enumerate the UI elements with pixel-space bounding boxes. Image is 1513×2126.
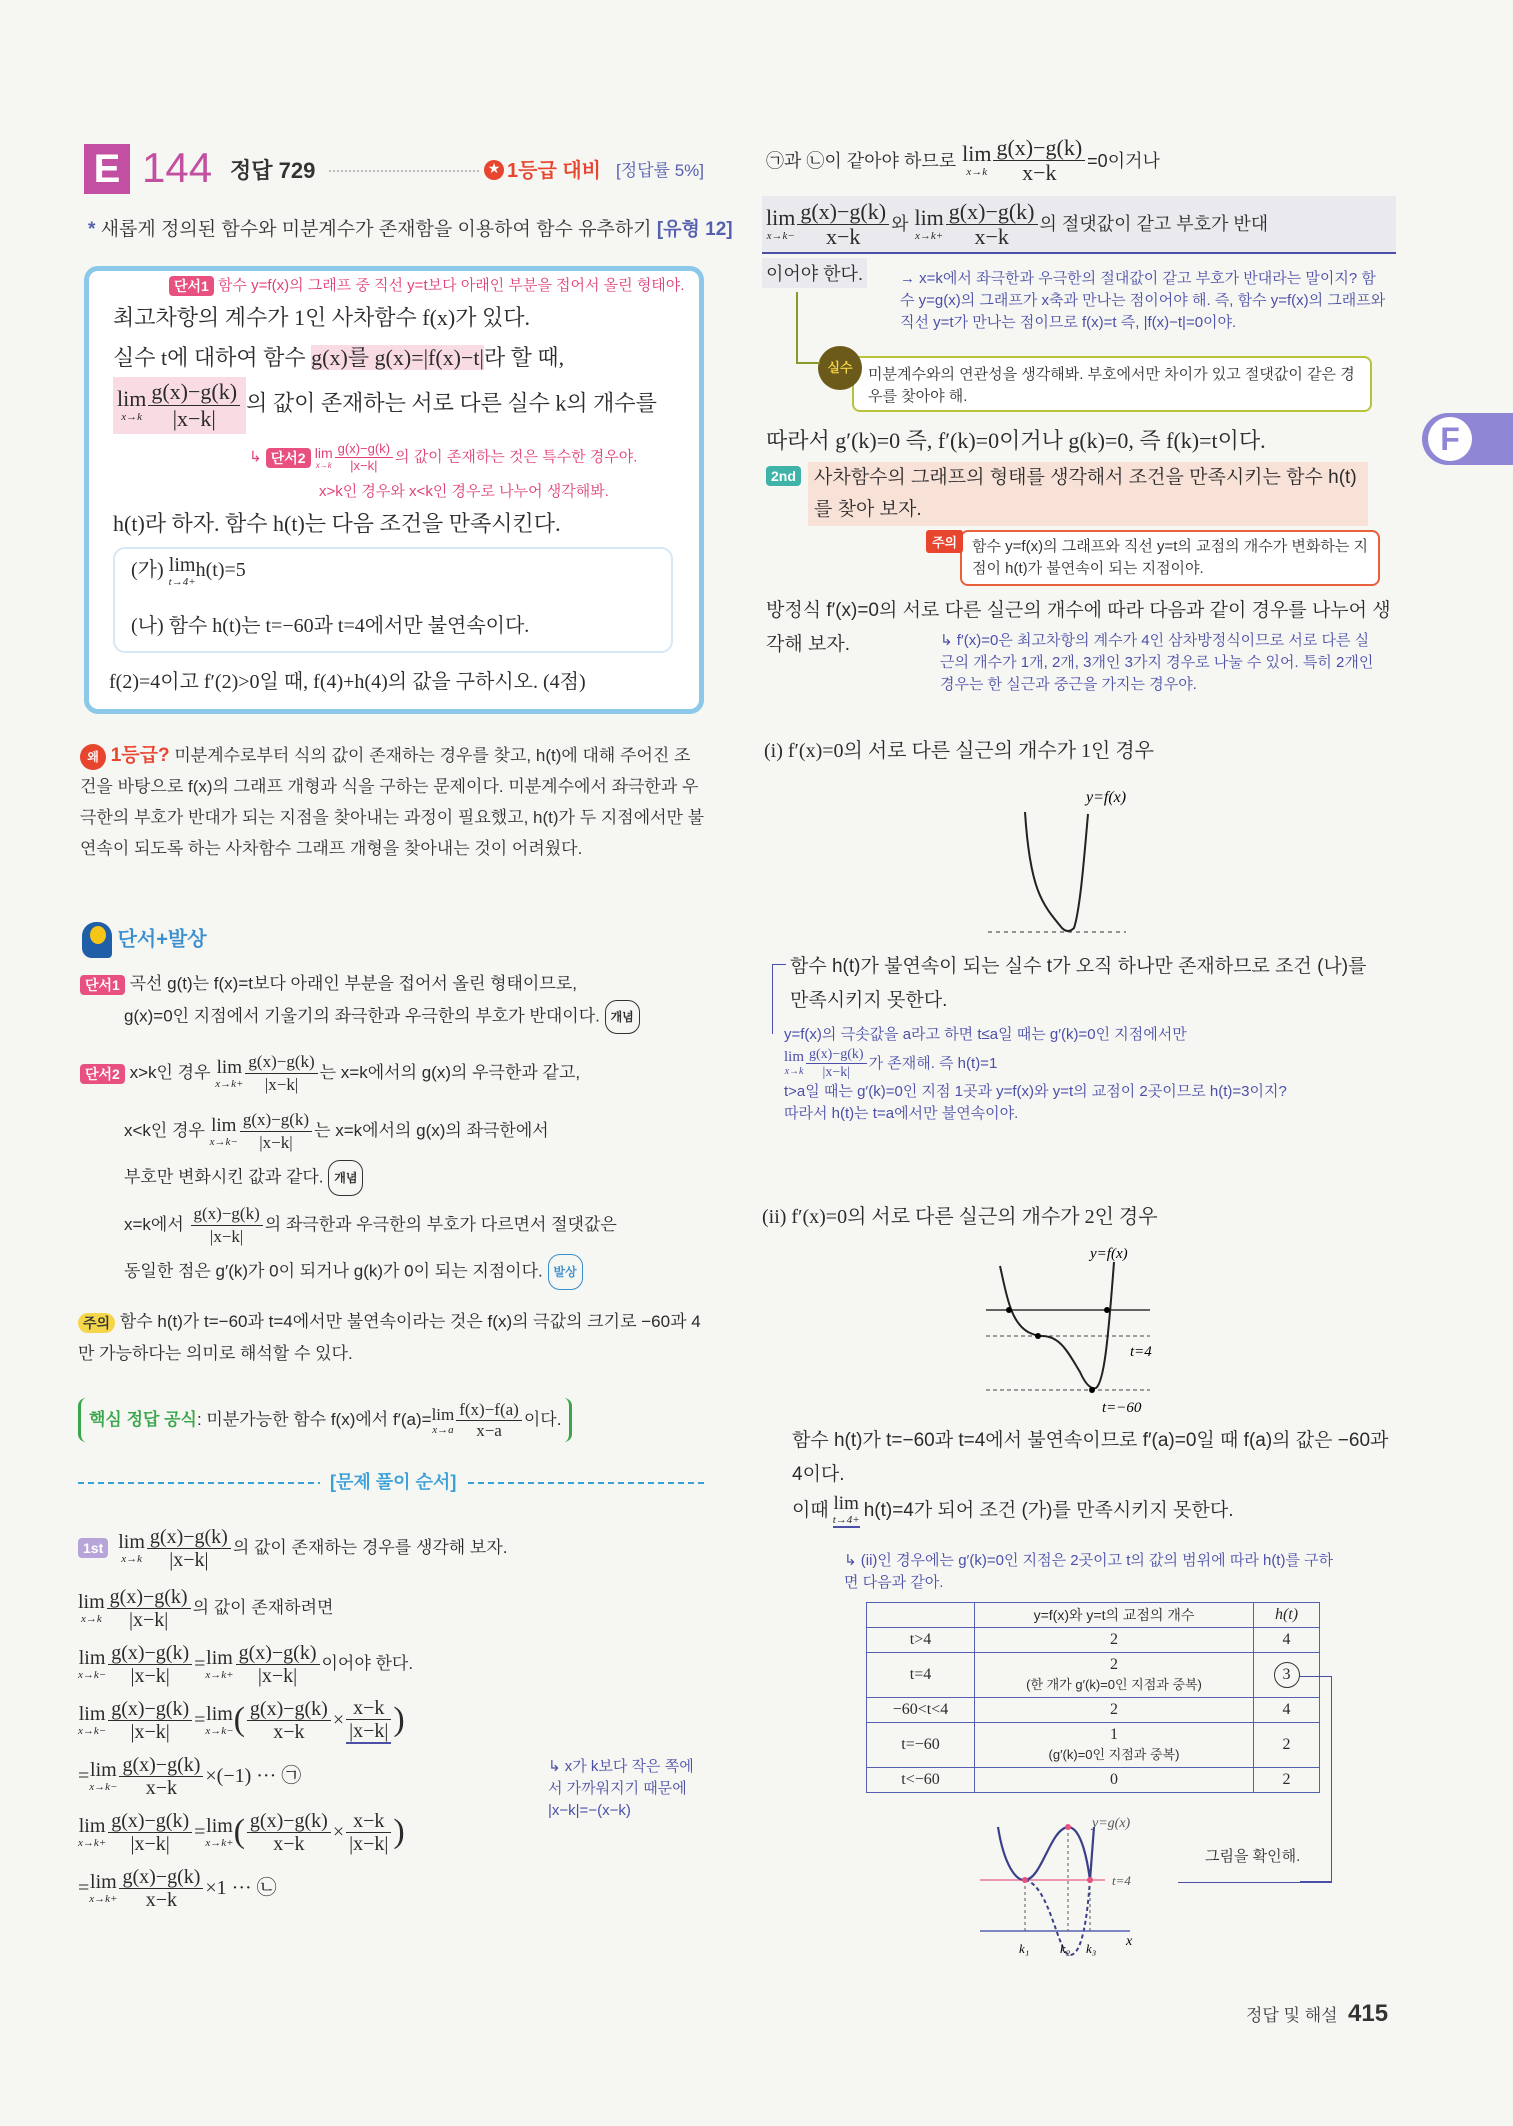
line3-text: 의 값이 존재하는 서로 다른 실수 k의 개수를 <box>246 390 657 416</box>
lim: lim <box>216 1056 242 1078</box>
denominator: |x−k| <box>350 458 378 473</box>
count-note: (g′(k)=0인 지점과 중복) <box>1048 1747 1180 1762</box>
clue1-line2: g(x)=0인 지점에서 기울기의 좌극한과 우극한의 부호가 반대이다. <box>124 1006 600 1026</box>
denominator: |x−k| <box>264 1075 299 1095</box>
question: f(2)=4이고 f′(2)>0일 때, f(4)+h(4)의 값을 구하시오. (4점) <box>109 671 586 693</box>
warning-text: 함수 y=f(x)의 그래프와 직선 y=t의 교점의 개수가 변화하는 지점이 h(t)가 불연속이 되는 지점이야. <box>972 538 1368 577</box>
count: 2 <box>1110 1701 1118 1718</box>
problem-number: 144 <box>142 144 213 191</box>
step1: 1st lim x→k $\frac{g(x)-g(k)}{|x-k|}$ 의 값이 존재하는 경우를 생각해 보자. lim x→k $\frac{g(x)-g(k)}{|x-k|}$ 의 값이 존재하려면 lim x→k− $\frac{g(x)-g(k)}{|x-k|}$ = lim x→k+ $\frac{g(x)-g(k)}{|x-k|}$ 이어야 한다. lim x→k− $\frac{g(x)-g(k)}{|x-k|}$ = lim x→k− ( $\frac{g(x)-g(k)}{x-k}$ × $\frac{x-k}{|x-k|}$ ) = lim x→k− $\frac{g(x)-g(k)}{x-k}$ ×(−1) ··· ㉠ lim x→k+ $\frac{g(x)-g(k)}{|x-k|}$ = lim x→k+ ( $\frac{g(x)-g(k)}{x-k}$ × $\frac{x-k}{|x-k|}$ ) = lim x→k+ $\frac{g(x)-g(k)}{x-k}$ ×1 ··· ㉡ ↳ x가 k보다 작은 쪽에서 가까워지기 때문에 |x−k|=−(x−k) <box>78 1520 704 1916</box>
table-row <box>867 1723 1320 1768</box>
numerator: g(x)−g(k) <box>119 1866 203 1889</box>
graph-case1 <box>980 780 1160 940</box>
case2-title: (ii) f′(x)=0의 서로 다른 실근의 개수가 2인 경우 <box>762 1206 1158 1228</box>
cell: 2 <box>1254 1723 1320 1768</box>
table-row <box>867 1698 1320 1723</box>
why-icon: 왜 <box>80 744 106 770</box>
case1-note3: t>a일 때는 g′(k)=0인 지점 1곳과 y=f(x)와 y=t의 교점이 2곳이므로 h(t)=3이지? <box>784 1083 1287 1100</box>
numerator: x−k <box>346 1810 391 1833</box>
lim-sub: t→4+ <box>168 576 196 588</box>
table-header <box>867 1603 1320 1628</box>
problem-line3 <box>113 377 657 434</box>
abs-value-note: ↳ x가 k보다 작은 쪽에서 가까워지기 때문에 |x−k|=−(x−k) <box>548 1758 694 1819</box>
denominator: x−k <box>273 1720 305 1743</box>
cell: 2 <box>1254 1768 1320 1793</box>
denominator: x−k <box>974 223 1009 249</box>
arrow-icon: ↳ <box>249 448 262 466</box>
numerator: g(x)−g(k) <box>240 1109 312 1132</box>
graph-label: y=f(x) <box>1086 789 1127 806</box>
lim: lim <box>431 1404 455 1424</box>
lim-sub: x→k− <box>766 229 795 242</box>
star-icon: ★ <box>484 160 504 180</box>
denominator: x−k <box>825 223 861 249</box>
cond-a-label: (가) <box>131 559 164 582</box>
denominator: |x−k| <box>349 1832 389 1855</box>
cell: 4 <box>1254 1628 1320 1653</box>
type-link[interactable]: [유형 12] <box>656 219 733 240</box>
why-text: 미분계수로부터 식의 값이 존재하는 경우를 찾고, h(t)에 대해 주어진 조건을 바탕으로 f(x)의 그래프 개형과 식을 구하는 문제이다. 미분계수에서 좌극한과 우극한의 부호가 반대가 되는 지점을 찾아내는 과정이 필요했고, h(t)가 두 지점에서만 불연속이 되도록 하는 사차함수 그래프 개형을 찾아내는 것이 어려웠다. <box>80 746 705 858</box>
circled-value: 3 <box>1274 1662 1300 1688</box>
times-minus-one: ×(−1) ··· ㉠ <box>205 1765 302 1787</box>
case1-notes <box>784 1024 1384 1125</box>
k3-label: k₃ <box>1086 1941 1097 1956</box>
denominator: |x−k| <box>130 1832 170 1855</box>
equals: = <box>194 1653 206 1675</box>
clue2-e: 동일한 점은 g′(k)가 0이 되거나 g(k)가 0이 되는 지점이다. <box>124 1261 543 1281</box>
lim: lim <box>90 1870 117 1893</box>
equals: = <box>194 1821 206 1843</box>
mistake-badge: 실수 <box>818 346 862 390</box>
hint1-note <box>169 275 684 297</box>
correct-rate: [정답률 5%] <box>616 161 705 180</box>
curve-gx <box>998 1827 1094 1880</box>
lim-sub: x→k <box>80 1612 102 1625</box>
clue2 <box>80 1044 706 1290</box>
problem-line2 <box>113 341 564 375</box>
right-line5: 방정식 f′(x)=0의 서로 다른 실근의 개수에 따라 다음과 같이 경우를 나누어 생각해 보자. <box>766 600 1391 655</box>
mistake-connector <box>796 292 820 364</box>
cell: t=4 <box>867 1653 975 1698</box>
lim-sub: x→k− <box>78 1724 107 1737</box>
case1-text <box>790 950 1390 1018</box>
curve-fx <box>1000 1262 1114 1388</box>
lim: lim <box>78 1646 106 1669</box>
lim-sub: x→k− <box>78 1668 107 1681</box>
cell <box>975 1653 1254 1698</box>
right-highlight <box>762 196 1396 254</box>
subtitle-text: 새롭게 정의된 함수와 미분계수가 존재함을 이용하여 함수 유추하기 <box>100 219 652 240</box>
abs-note-text: x가 k보다 작은 쪽에서 가까워지기 때문에 |x−k|=−(x−k) <box>548 1758 694 1819</box>
k2-label: k₂ <box>1060 1941 1071 1956</box>
formula-text: : 미분가능한 함수 f(x)에서 f′(a)= <box>196 1410 432 1429</box>
warning-text: 함수 h(t)가 t=−60과 t=4에서만 불연속이라는 것은 f(x)의 극값의 크기로 −60과 4만 가능하다는 의미로 해석할 수 있다. <box>78 1312 701 1363</box>
case2-text2b: h(t)=4가 되어 조건 (가)를 만족시키지 못한다. <box>863 1500 1234 1521</box>
count: 1 <box>1110 1726 1118 1743</box>
clue1 <box>80 968 706 1034</box>
point <box>1104 1307 1110 1313</box>
lim: lim <box>962 141 992 166</box>
clue2-d2: 의 좌극한과 우극한의 부호가 다르면서 절댓값은 <box>264 1215 617 1234</box>
side-tab[interactable] <box>1422 413 1513 465</box>
numerator: g(x)−g(k) <box>191 1203 263 1226</box>
lim: lim <box>206 1646 233 1669</box>
numerator: g(x)−g(k) <box>245 1051 317 1074</box>
numerator: g(x)−g(k) <box>247 1698 331 1721</box>
lim: lim <box>914 204 944 230</box>
problem-box <box>84 266 704 714</box>
problem-line4: h(t)라 하자. 함수 h(t)는 다음 조건을 만족시킨다. <box>113 511 561 536</box>
page-footer <box>1246 2000 1388 2028</box>
lim: lim <box>314 444 333 461</box>
numerator: g(x)−g(k) <box>108 1642 192 1665</box>
cell: −60<t<4 <box>867 1698 975 1723</box>
r1-end: =0이거나 <box>1087 150 1160 171</box>
denominator: |x−k| <box>346 1720 391 1744</box>
cell <box>975 1698 1254 1723</box>
lim-sub: t→4+ <box>832 1514 860 1526</box>
condition-a <box>131 555 246 588</box>
denominator: x−k <box>1022 160 1057 185</box>
numerator: g(x)−g(k) <box>247 1810 331 1833</box>
numerator: g(x)−g(k) <box>148 379 240 406</box>
denominator: |x−k| <box>209 1227 244 1247</box>
numerator: g(x)−g(k) <box>107 1586 191 1609</box>
clue2-c: 부호만 변화시킨 값과 같다. <box>124 1167 324 1187</box>
count: 2 <box>1110 1631 1118 1648</box>
case1-note1: y=f(x)의 극솟값을 a라고 하면 t≤a일 때는 g′(k)=0인 지점에서만 <box>784 1026 1187 1043</box>
lim-sub: x→k <box>121 1552 142 1565</box>
hint1-text: 함수 y=f(x)의 그래프 중 직선 y=t보다 아래인 부분을 접어서 올린 형태야. <box>218 277 685 294</box>
step2 <box>766 462 1396 526</box>
clue2-b2: 는 x=k에서의 g(x)의 좌극한에서 <box>314 1121 549 1140</box>
count: 2 <box>1110 1656 1118 1673</box>
times-one: ×1 ··· ㉡ <box>205 1877 277 1899</box>
numerator: f(x)−f(a) <box>456 1400 522 1421</box>
k1-label: k₁ <box>1019 1941 1030 1956</box>
numerator: g(x)−g(k) <box>946 200 1038 225</box>
denominator: |x−k| <box>128 1608 169 1631</box>
times: × <box>332 1709 345 1731</box>
lim-sub: x→k <box>315 460 332 470</box>
clue2-b1: x<k인 경우 <box>124 1121 205 1140</box>
lim-sub: x→k+ <box>215 1077 244 1090</box>
note-left-right-limit: → x=k에서 좌극한과 우극한의 절대값이 같고 부호가 반대라는 말이지? 함수 y=g(x)의 그래프가 x축과 만나는 점이어야 해. 즉, 함수 y=f(x)의 그래프와 직선 y=t가 만나는 점이므로 f(x)=t 즉, |f(x)−t|=0이야. <box>900 270 1386 331</box>
x-label: x <box>1126 1934 1133 1949</box>
case2-note: ↳ (ii)인 경우에는 g′(k)=0인 지점은 2곳이고 t의 값의 범위에 따라 h(t)를 구하면 다음과 같아. <box>844 1552 1334 1591</box>
hint2-text: 의 값이 존재하는 것은 특수한 경우야. <box>395 448 638 466</box>
case2-text2a: 이때 <box>792 1500 829 1521</box>
numerator: g(x)−g(k) <box>119 1754 203 1777</box>
lim: lim <box>784 1049 805 1065</box>
right-line1 <box>766 136 1160 185</box>
point <box>1087 1877 1093 1883</box>
equals: = <box>78 1765 90 1787</box>
r1-text: ㉠과 ㉡이 같아야 하므로 <box>766 150 957 171</box>
clue1-tag: 단서1 <box>80 975 125 995</box>
cell: t<−60 <box>867 1768 975 1793</box>
page-number: 415 <box>1348 2000 1389 2027</box>
table-connector <box>1300 1676 1332 1882</box>
right-line3: 이어야 한다. <box>762 258 867 288</box>
lim-sub: x→k <box>966 166 988 178</box>
header-cell: y=f(x)와 y=t의 교점의 개수 <box>975 1603 1254 1628</box>
clue-title-text: 단서+발상 <box>117 928 207 951</box>
lim: lim <box>78 1814 106 1837</box>
lim: lim <box>833 1493 859 1514</box>
steps-title: [문제 풀이 순서] <box>320 1468 466 1494</box>
hint1-tag: 단서1 <box>169 276 214 296</box>
clue2-d1: x=k에서 <box>124 1215 184 1234</box>
step1-l1: 의 값이 존재하려면 <box>192 1598 334 1617</box>
header-cell: h(t) <box>1254 1603 1320 1628</box>
clue-warning <box>78 1306 704 1370</box>
lightbulb-head-icon <box>82 922 112 958</box>
curve-fx <box>1025 812 1088 931</box>
lim: lim <box>766 204 796 230</box>
step1-title: 의 값이 존재하는 경우를 생각해 보자. <box>232 1538 508 1557</box>
cell: t>4 <box>867 1628 975 1653</box>
hint2-sub: x>k인 경우와 x<k인 경우로 나누어 생각해봐. <box>319 483 609 500</box>
step1-l2: 이어야 한다. <box>321 1654 414 1673</box>
equals: = <box>194 1709 206 1731</box>
section-badge: E <box>84 144 130 194</box>
warning-flag: 주의 <box>926 530 963 553</box>
graph-gx <box>980 1815 1200 1965</box>
formula-end: 이다. <box>523 1410 562 1429</box>
arrow-icon <box>1178 1882 1332 1883</box>
denominator: |x−k| <box>169 1548 209 1571</box>
clue2-a2: 는 x=k에서의 g(x)의 우극한과 같고, <box>319 1063 581 1082</box>
lim-sub: x→k <box>121 411 143 423</box>
lim-sub: x→k+ <box>915 229 944 242</box>
limit-expression <box>113 377 246 434</box>
formula-label: 핵심 정답 공식 <box>89 1410 197 1429</box>
answer-label: 정답 729 <box>230 158 316 183</box>
step1-tag: 1st <box>78 1538 108 1558</box>
lim-sub: x→k+ <box>78 1836 107 1849</box>
numerator: g(x)−g(k) <box>797 200 889 225</box>
lim-sub: x→k− <box>89 1780 118 1793</box>
denominator: |x−k| <box>259 1133 293 1153</box>
lim-sub: x→a <box>432 1423 454 1436</box>
denominator: x−k <box>273 1832 305 1855</box>
case1-note4: 따라서 h(t)는 t=a에서만 불연속이야. <box>784 1105 1019 1122</box>
lim: lim <box>78 1590 105 1613</box>
gx-label: y=g(x) <box>1092 1816 1131 1831</box>
case2-text <box>792 1424 1392 1528</box>
numerator: g(x)−g(k) <box>335 441 393 458</box>
graph-label: y=f(x) <box>1090 1246 1128 1262</box>
lim-sub: x→k+ <box>205 1668 234 1681</box>
level-label: 1등급 대비 <box>507 160 601 182</box>
cell <box>975 1628 1254 1653</box>
mistake-text: 미분계수와의 연관성을 생각해봐. 부호에서만 차이가 있고 절댓값이 같은 경우를 찾아야 해. <box>868 366 1355 405</box>
table-row <box>867 1653 1320 1698</box>
idea-badge: 발상 <box>548 1254 583 1290</box>
condition-b: (나) 함수 h(t)는 t=−60과 t=4에서만 불연속이다. <box>131 615 530 637</box>
intersection-table <box>866 1602 1320 1793</box>
warning-tag: 주의 <box>78 1313 115 1333</box>
equals: = <box>78 1877 90 1899</box>
numerator: g(x)−g(k) <box>108 1698 192 1721</box>
curve-fx-dashed <box>1025 1880 1090 1955</box>
right-line4: 따라서 g′(k)=0 즉, f′(k)=0이거나 g(k)=0, 즉 f(k)=t이다. <box>766 428 1266 453</box>
table-row <box>867 1768 1320 1793</box>
numerator: g(x)−g(k) <box>236 1642 320 1665</box>
case1-text-content: 함수 h(t)가 불연속이 되는 실수 t가 오직 하나만 존재하므로 조건 (나)를 만족시키지 못한다. <box>790 956 1367 1011</box>
point <box>1035 1333 1041 1339</box>
hint2-note <box>249 441 637 474</box>
and-text: 와 <box>891 214 909 234</box>
check-figure-note: 그림을 확인해. <box>1205 1848 1301 1865</box>
lim-sub: x→k+ <box>205 1836 234 1849</box>
t4-label: t=4 <box>1130 1344 1152 1360</box>
lim-sub: x→k <box>784 1066 804 1077</box>
lim: lim <box>206 1702 233 1725</box>
clue-title <box>82 922 207 958</box>
key-formula <box>78 1398 572 1442</box>
cell <box>975 1768 1254 1793</box>
denominator: x−a <box>476 1421 502 1441</box>
step2-text: 사차함수의 그래프의 형태를 생각해서 조건을 만족시키는 함수 h(t)를 찾아 보자. <box>808 462 1368 526</box>
lim: lim <box>78 1702 106 1725</box>
problem-type <box>88 214 733 241</box>
header-cell <box>867 1603 975 1628</box>
tm60-label: t=−60 <box>1102 1400 1142 1416</box>
mistake-box <box>852 356 1372 412</box>
cell: 4 <box>1254 1698 1320 1723</box>
case2-note-text: (ii)인 경우에는 g′(k)=0인 지점은 2곳이고 t의 값의 범위에 따라 h(t)를 구하면 다음과 같아. <box>844 1552 1334 1591</box>
lim: lim <box>118 1530 145 1553</box>
case1-title: (i) f′(x)=0의 서로 다른 실근의 개수가 1인 경우 <box>764 740 1154 762</box>
hint2-tag: 단서2 <box>266 448 311 468</box>
lim: lim <box>117 386 147 411</box>
warning-box <box>960 530 1380 586</box>
clue1-line1: 곡선 g(t)는 f(x)=t보다 아래인 부분을 접어서 올린 형태이므로, <box>129 974 577 993</box>
concept-badge: 개념 <box>328 1160 363 1196</box>
denominator: |x−k| <box>822 1065 851 1080</box>
case2-text1: 함수 h(t)가 t=−60과 t=4에서 불연속이므로 f′(a)=0일 때 f(a)의 값은 −60과 4이다. <box>792 1430 1389 1485</box>
point <box>1065 1824 1071 1830</box>
problem-line1: 최고차항의 계수가 1인 사차함수 f(x)가 있다. <box>113 305 531 330</box>
why-section <box>80 740 706 864</box>
denominator: |x−k| <box>130 1664 170 1687</box>
lim: lim <box>206 1814 233 1837</box>
lim-sub: x→k+ <box>89 1892 118 1905</box>
conditions-box <box>113 547 673 653</box>
table-row <box>867 1628 1320 1653</box>
numerator: x−k <box>346 1697 391 1720</box>
cond-a-text: h(t)=5 <box>195 559 246 582</box>
line2-a: 실수 t에 대하여 함수 <box>113 345 312 370</box>
numerator: g(x)−g(k) <box>993 136 1085 161</box>
clue2-a1: x>k인 경우 <box>129 1063 211 1082</box>
footer-label: 정답 및 해설 <box>1246 2006 1338 2025</box>
lim: lim <box>211 1114 237 1136</box>
denominator: x−k <box>145 1888 178 1911</box>
point <box>1006 1307 1012 1313</box>
lim: lim <box>168 554 196 576</box>
cell: t=−60 <box>867 1723 975 1768</box>
asterisk-icon: * <box>88 219 96 240</box>
step2-tag: 2nd <box>766 466 801 486</box>
note-cubic: ↳ f′(x)=0은 최고차항의 계수가 4인 삼차방정식이므로 서로 다른 실근의 개수가 1개, 2개, 3개인 3가지 경우로 나눌 수 있어. 특히 2개인 경우는 한 실근과 중근을 가지는 경우야. <box>940 632 1374 693</box>
denominator: |x−k| <box>130 1720 170 1743</box>
clue2-tag: 단서2 <box>80 1064 125 1084</box>
concept-badge: 개념 <box>605 1000 640 1034</box>
count: 0 <box>1110 1771 1118 1788</box>
point <box>1089 1387 1095 1393</box>
t4-label: t=4 <box>1112 1873 1131 1888</box>
dotted-leader <box>329 170 479 172</box>
case1-note2: 가 존재해. 즉 h(t)=1 <box>868 1054 998 1072</box>
numerator: g(x)−g(k) <box>806 1046 867 1064</box>
lim-sub: x→k− <box>205 1724 234 1737</box>
times: × <box>332 1821 345 1843</box>
side-tab-label: F <box>1428 417 1472 461</box>
line2-highlight: g(x)를 g(x)=|f(x)−t| <box>311 345 484 370</box>
denominator: |x−k| <box>172 406 216 431</box>
note1-text: x=k에서 좌극한과 우극한의 절대값이 같고 부호가 반대라는 말이지? 함수 y=g(x)의 그래프가 x축과 만나는 점이어야 해. 즉, 함수 y=f(x)의 그래프와 직선 y=t가 만나는 점이므로 f(x)=t 즉, |f(x)−t|=0이야. <box>900 270 1386 331</box>
denominator: x−k <box>145 1776 178 1799</box>
r2-text: 의 절댓값이 같고 부호가 반대 <box>1039 214 1269 234</box>
lim: lim <box>90 1758 117 1781</box>
graph-case2 <box>980 1242 1180 1420</box>
cell <box>975 1723 1254 1768</box>
numerator: g(x)−g(k) <box>147 1526 231 1549</box>
lim-sub: x→k− <box>209 1135 238 1148</box>
problem-header <box>84 140 704 200</box>
point <box>1022 1877 1028 1883</box>
denominator: |x−k| <box>257 1664 298 1687</box>
why-title: 1등급? <box>110 745 170 766</box>
count-note: (한 개가 g′(k)=0인 지점과 중복) <box>1026 1677 1202 1692</box>
note2-text: f′(x)=0은 최고차항의 계수가 4인 삼차방정식이므로 서로 다른 실근의 개수가 1개, 2개, 3개인 3가지 경우로 나눌 수 있어. 특히 2개인 경우는 한 실근과 중근을 가지는 경우야. <box>940 632 1374 693</box>
numerator: g(x)−g(k) <box>108 1810 192 1833</box>
line2-c: 라 할 때, <box>483 345 565 370</box>
